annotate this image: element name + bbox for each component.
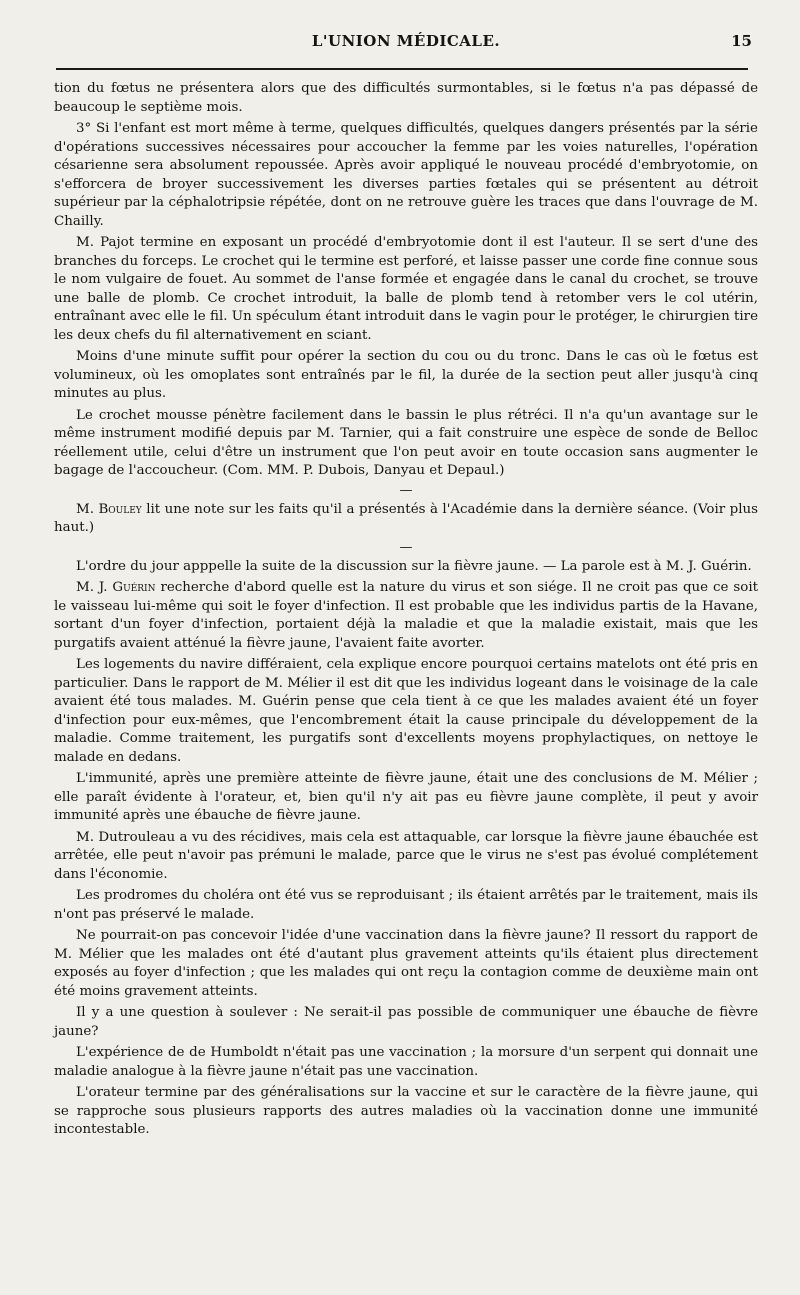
article-body: [54, 80, 758, 1143]
paragraph-ordre-du-jour: L'ordre du jour apppelle la suite de la discussion sur la fièvre jaune. — La parole est à M. J. Guérin.: [76, 558, 752, 574]
section-separator: —: [399, 539, 413, 555]
paragraph: Les prodromes du choléra ont été vus se reproduisant ; ils étaient arrêtés par le traitement, mais ils n'ont pas préservé le malade.: [54, 888, 758, 922]
page-number: 15: [731, 32, 752, 50]
paragraph-text: lit une note sur les faits qu'il a présentés à l'Académie dans la dernière séance. (Voir plus haut.): [54, 501, 759, 535]
paragraph: L'expérience de de Humboldt n'était pas une vaccination ; la morsure d'un serpent qui donnait une maladie analogue à la fièvre jaune n'était pas une vaccination.: [54, 1045, 758, 1079]
paragraph: Moins d'une minute suffit pour opérer la section du cou ou du tronc. Dans le cas où le fœtus est volumineux, où les omoplates sont entraînés par le fil, la durée de la section peut aller jusqu'à cinq minutes au plus.: [54, 349, 758, 401]
header-rule: [56, 68, 748, 70]
paragraph: Ne pourrait-on pas concevoir l'idée d'une vaccination dans la fièvre jaune? Il ressort du rapport de M. Mélier que les malades ont été d'autant plus gravement atteints qu'ils étaient plus directement exposés au foyer d'infection ; que les malades qui ont reçu la contagion comme de deuxième main ont été moins gravement atteints.: [54, 928, 758, 999]
paragraph: M. Dutrouleau a vu des récidives, mais cela est attaquable, car lorsque la fièvre jaune ébauchée est arrêtée, elle peut n'avoir pas prémuni le malade, parce que le virus ne s'est pas évolué complétement dans l'économie.: [54, 829, 758, 882]
paragraph: Les logements du navire différaient, cela explique encore pourquoi certains matelots ont été pris en particulier. Dans le rapport de M. Mélier il est dit que les individus logeant dans le voisinage de la cale avaient été tous malades. M. Guérin pense que cela tient à ce que les malades avaient été un foyer d'infection pour eux-mêmes, que l'encombrement était la cause principale du développement de la maladie. Comme traitement, les purgatifs sont d'excellents moyens prophylactiques, on nettoye le malade en dedans.: [54, 657, 758, 765]
speaker-name: M. Bouley: [76, 501, 142, 517]
paragraph: Le crochet mousse pénètre facilement dans le bassin le plus rétréci. Il n'a qu'un avantage sur le même instrument modifié depuis par M. Tarnier, qui a fait construire une espèce de sonde de Belloc réellement utile, celui d'être un instrument que l'on peut avoir en toute occasion sans augmenter le bagage de l'accoucheur. (Com. MM. P. Dubois, Danyau et Depaul.): [54, 407, 758, 478]
paragraph: M. Pajot termine en exposant un procédé d'embryotomie dont il est l'auteur. Il se sert d'une des branches du forceps. Le crochet qui le termine est perforé, et laisse passer une corde fine connue sous le nom vulgaire de fouet. Au sommet de l'anse formée et engagée dans le canal du crochet, se trouve une balle de plomb. Ce crochet introduit, la balle de plomb tend à retomber vers le col utérin, entraînant avec elle le fil. Un spéculum étant introduit dans le vagin pour le protéger, le chirurgien tire les deux chefs du fil alternativement en sciant.: [54, 235, 758, 343]
paragraph-guerin: [54, 579, 758, 653]
paragraph: tion du fœtus ne présentera alors que des difficultés surmontables, si le fœtus n'a pas dépassé de beaucoup le septième mois.: [54, 81, 758, 115]
page-header: [56, 32, 756, 58]
paragraph-bouley: [54, 501, 758, 538]
running-head: L'UNION MÉDICALE.: [311, 32, 501, 50]
paragraph: Il y a une question à soulever : Ne serait-il pas possible de communiquer une ébauche de fièvre jaune?: [54, 1005, 758, 1039]
paragraph: L'immunité, après une première atteinte de fièvre jaune, était une des conclusions de M. Mélier ; elle paraît évidente à l'orateur, et, bien qu'il n'y ait pas eu fièvre jaune complète, il peut y avoir immunité après une ébauche de fièvre jaune.: [54, 771, 758, 823]
section-separator: —: [399, 482, 413, 498]
paragraph-text: recherche d'abord quelle est la nature du virus et son siége. Il ne croit pas que ce soit le vaisseau lui-même qui soit le foyer d'infection. Il est probable que les individus partis de la Havane, sortant d'un foyer d'infection, portaient déjà la maladie et que la maladie existait, mais que les purgatifs avaient atténué la fièvre jaune, l'avaient faite avorter.: [54, 580, 759, 651]
paragraph: L'orateur termine par des généralisations sur la vaccine et sur le caractère de la fièvre jaune, qui se rapproche sous plusieurs rapports des autres maladies où la vaccination donne une immunité incontestable.: [54, 1085, 758, 1137]
speaker-name: M. J. Guérin: [76, 580, 156, 595]
paragraph: 3° Si l'enfant est mort même à terme, quelques difficultés, quelques dangers présentés par la série d'opérations successives nécessaires pour accoucher la femme par les voies naturelles, l'opération césarienne sera absolument repoussée. Après avoir appliqué le nouveau procédé d'embryotomie, on s'efforcera de broyer successivement les diverses parties fœtales qui se présentent au détroit supérieur par la céphalotripsie répétée, dont on ne retrouve guère les traces que dans l'ouvrage de M. Chailly.: [54, 121, 758, 229]
